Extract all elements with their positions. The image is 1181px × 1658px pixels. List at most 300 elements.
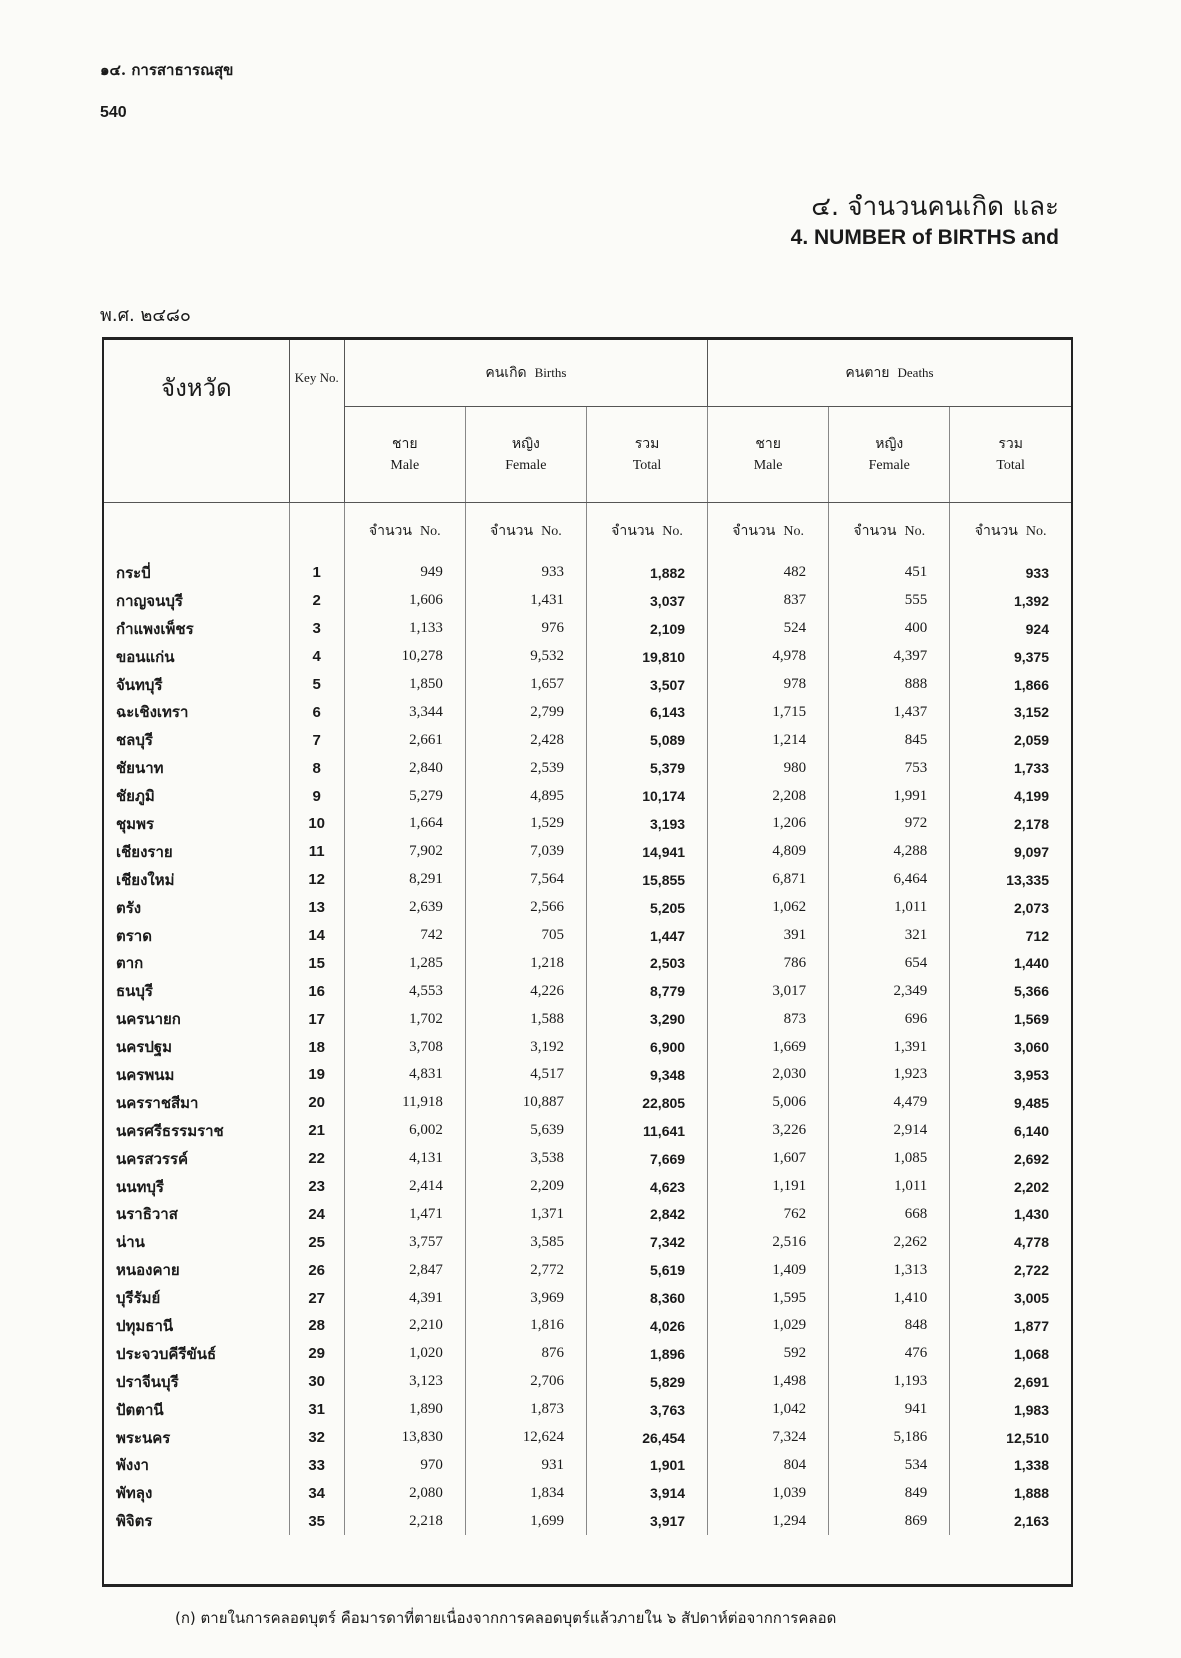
province-name: ชลบุรี [104,726,289,754]
deaths-total-value: 712 [1025,927,1049,944]
statistics-table-frame [102,337,1073,1587]
births-male-value: 1,285 [344,949,465,977]
deaths-female-value: 4,397 [829,643,950,671]
province-name: นราธิวาส [104,1200,289,1228]
table-row [104,894,1071,922]
deaths-total-value: 2,073 [1013,899,1049,916]
deaths-female-value: 451 [829,559,950,587]
province-name: กระบี่ [104,559,289,587]
births-female-value: 2,566 [465,894,586,922]
births-male-value: 8,291 [344,866,465,894]
deaths-female-value: 1,410 [829,1284,950,1312]
births-total-value: 1,447 [586,922,707,950]
deaths-male-value: 3,017 [708,977,829,1005]
births-total-value: 6,900 [586,1033,707,1061]
key-number: 8 [289,754,344,782]
deaths-female-value: 869 [829,1507,950,1535]
deaths-male-value: 4,978 [708,643,829,671]
key-number: 35 [289,1507,344,1535]
province-name: พิจิตร [104,1507,289,1535]
births-female-value: 1,529 [465,810,586,838]
births-total-value: 2,109 [586,615,707,643]
births-female-value: 933 [465,559,586,587]
births-female-value: 3,192 [465,1033,586,1061]
deaths-male-value: 482 [708,559,829,587]
births-total-value: 3,763 [586,1396,707,1424]
births-total-value: 19,810 [586,643,707,671]
births-total-value: 7,669 [586,1145,707,1173]
deaths-female-value: 534 [829,1452,950,1480]
births-total-value: 5,379 [586,754,707,782]
deaths-female-value: 941 [829,1396,950,1424]
unit-row [104,503,1071,560]
births-total-value: 26,454 [586,1424,707,1452]
births-total-value: 10,174 [586,782,707,810]
births-total-value: 4,623 [586,1173,707,1201]
births-female-value: 876 [465,1340,586,1368]
key-number: 18 [289,1033,344,1061]
births-male-value: 4,831 [344,1061,465,1089]
key-number: 5 [289,671,344,699]
births-deaths-table [104,340,1071,1535]
deaths-male-value: 804 [708,1452,829,1480]
unit-label: จำนวน No. [974,523,1047,539]
province-name: ขอนแก่น [104,643,289,671]
births-male-value: 2,639 [344,894,465,922]
section-heading: ๑๔. การสาธารณสุข [100,61,234,79]
table-row [104,1507,1071,1535]
births-total-value: 3,193 [586,810,707,838]
table-row [104,922,1071,950]
province-name: ธนบุรี [104,977,289,1005]
unit-label: จำนวน No. [344,503,465,560]
deaths-male-value: 6,871 [708,866,829,894]
table-row [104,1200,1071,1228]
deaths-male-value: 1,062 [708,894,829,922]
deaths-female-value: 1,923 [829,1061,950,1089]
key-number: 10 [289,810,344,838]
births-total-value: 6,143 [586,698,707,726]
province-name: ปัตตานี [104,1396,289,1424]
province-name: ชัยภูมิ [104,782,289,810]
births-total-value: 5,089 [586,726,707,754]
deaths-total-value: 1,440 [1013,955,1049,972]
province-name: ประจวบคีรีขันธ์ [104,1340,289,1368]
deaths-male-value: 1,498 [708,1368,829,1396]
deaths-total-value: 933 [1025,564,1049,581]
table-row [104,1368,1071,1396]
key-number: 1 [289,559,344,587]
deaths-female-value: 849 [829,1479,950,1507]
deaths-female-value: 2,914 [829,1117,950,1145]
births-female-value: 2,539 [465,754,586,782]
key-number: 31 [289,1396,344,1424]
deaths-female-value: 555 [829,587,950,615]
deaths-total-value: 2,059 [1013,732,1049,749]
province-name: นครปฐม [104,1033,289,1061]
key-number: 3 [289,615,344,643]
key-number: 12 [289,866,344,894]
births-total-value: 9,348 [586,1061,707,1089]
births-male-value: 1,890 [344,1396,465,1424]
deaths-female-value: 1,193 [829,1368,950,1396]
province-name: ปทุมธานี [104,1312,289,1340]
births-total-value: 15,855 [586,866,707,894]
deaths-female-value: 654 [829,949,950,977]
births-female-value: 1,371 [465,1200,586,1228]
births-female-value: 2,772 [465,1256,586,1284]
table-title-english: 4. NUMBER of BIRTHS and [790,226,1059,249]
births-male-value: 1,702 [344,1005,465,1033]
table-row [104,1452,1071,1480]
births-total-value: 14,941 [586,838,707,866]
province-name: ตราด [104,922,289,950]
table-row [104,726,1071,754]
deaths-female-value: 4,479 [829,1089,950,1117]
deaths-total-value: 5,366 [1013,983,1049,1000]
births-female-value: 2,209 [465,1173,586,1201]
deaths-total-value: 4,199 [1013,788,1049,805]
table-row [104,1145,1071,1173]
deaths-total-value: 1,068 [1013,1345,1049,1362]
deaths-male-value: 2,516 [708,1228,829,1256]
table-row [104,587,1071,615]
key-number: 9 [289,782,344,810]
key-number: 30 [289,1368,344,1396]
births-male-value: 10,278 [344,643,465,671]
key-number: 25 [289,1228,344,1256]
deaths-group-header: คนตาย Deaths [708,340,1071,407]
table-row [104,559,1071,587]
deaths-total-value: 3,060 [1013,1039,1049,1056]
key-number: 15 [289,949,344,977]
year-label: พ.ศ. ๒๔๘๐ [100,305,191,326]
table-row [104,1396,1071,1424]
deaths-male-value: 524 [708,615,829,643]
key-number: 2 [289,587,344,615]
deaths-total-value: 12,510 [1006,1429,1049,1446]
births-male-value: 5,279 [344,782,465,810]
deaths-female-value: 1,011 [829,894,950,922]
births-female-value: 1,218 [465,949,586,977]
deaths-total-value: 2,691 [1013,1373,1049,1390]
key-number: 21 [289,1117,344,1145]
key-number: 20 [289,1089,344,1117]
province-name: ปราจีนบุรี [104,1368,289,1396]
deaths-male-value: 2,030 [708,1061,829,1089]
table-row [104,1284,1071,1312]
births-male-value: 949 [344,559,465,587]
deaths-total-value: 4,778 [1013,1234,1049,1251]
births-total-value: 2,503 [586,949,707,977]
deaths-male-value: 1,206 [708,810,829,838]
deaths-female-value: 6,464 [829,866,950,894]
key-number: 13 [289,894,344,922]
births-total-value: 1,896 [586,1340,707,1368]
deaths-female-value: 476 [829,1340,950,1368]
table-row [104,643,1071,671]
deaths-male-value: 1,029 [708,1312,829,1340]
deaths-male-value: 978 [708,671,829,699]
table-row [104,782,1071,810]
province-name: นครสวรรค์ [104,1145,289,1173]
deaths-total-value: 9,485 [1013,1094,1049,1111]
births-female-header: หญิง Female [465,407,586,503]
deaths-male-value: 1,669 [708,1033,829,1061]
deaths-total-value: 2,722 [1013,1262,1049,1279]
deaths-total-value: 6,140 [1013,1122,1049,1139]
births-male-value: 1,133 [344,615,465,643]
key-number: 22 [289,1145,344,1173]
births-female-value: 1,699 [465,1507,586,1535]
province-name: ตรัง [104,894,289,922]
table-row [104,866,1071,894]
deaths-total-value: 1,888 [1013,1485,1049,1502]
table-row [104,1089,1071,1117]
births-male-value: 1,664 [344,810,465,838]
table-row [104,949,1071,977]
deaths-male-value: 980 [708,754,829,782]
deaths-male-value: 2,208 [708,782,829,810]
deaths-male-value: 7,324 [708,1424,829,1452]
table-row [104,1340,1071,1368]
births-male-value: 3,344 [344,698,465,726]
births-total-value: 4,026 [586,1312,707,1340]
births-female-value: 9,532 [465,643,586,671]
deaths-female-value: 972 [829,810,950,838]
births-total-value: 7,342 [586,1228,707,1256]
key-number: 24 [289,1200,344,1228]
unit-label: จำนวน No. [708,503,829,560]
key-column-header: Key No. [289,340,344,503]
table-row [104,1005,1071,1033]
deaths-total-value: 2,163 [1013,1513,1049,1530]
province-name: ชุมพร [104,810,289,838]
province-name: เชียงใหม่ [104,866,289,894]
births-male-value: 2,218 [344,1507,465,1535]
table-row [104,1479,1071,1507]
table-row [104,1033,1071,1061]
births-male-value: 3,757 [344,1228,465,1256]
births-male-value: 2,414 [344,1173,465,1201]
births-group-header: คนเกิด Births [344,340,707,407]
births-female-value: 10,887 [465,1089,586,1117]
page-number: 540 [100,104,127,121]
deaths-male-value: 391 [708,922,829,950]
province-name: ตาก [104,949,289,977]
table-row [104,1061,1071,1089]
province-name: นครราชสีมา [104,1089,289,1117]
births-female-value: 12,624 [465,1424,586,1452]
deaths-total-value: 2,178 [1013,815,1049,832]
births-male-value: 742 [344,922,465,950]
deaths-female-value: 400 [829,615,950,643]
province-name: เชียงราย [104,838,289,866]
births-total-value: 3,290 [586,1005,707,1033]
key-number: 34 [289,1479,344,1507]
deaths-total-value: 2,692 [1013,1150,1049,1167]
deaths-male-value: 4,809 [708,838,829,866]
unit-label: จำนวน No. [829,503,950,560]
deaths-female-value: 1,391 [829,1033,950,1061]
deaths-total-value: 1,877 [1013,1317,1049,1334]
key-number: 28 [289,1312,344,1340]
province-name: นครพนม [104,1061,289,1089]
unit-label: จำนวน No. [586,503,707,560]
deaths-female-value: 2,349 [829,977,950,1005]
deaths-female-value: 321 [829,922,950,950]
births-total-value: 5,829 [586,1368,707,1396]
province-name: บุรีรัมย์ [104,1284,289,1312]
deaths-total-header: รวม Total [950,407,1071,503]
deaths-male-value: 1,042 [708,1396,829,1424]
deaths-total-value: 1,983 [1013,1401,1049,1418]
deaths-female-value: 848 [829,1312,950,1340]
births-total-value: 8,779 [586,977,707,1005]
key-number: 17 [289,1005,344,1033]
deaths-female-value: 753 [829,754,950,782]
births-total-value: 3,917 [586,1507,707,1535]
deaths-total-value: 13,335 [1006,871,1049,888]
births-total-value: 3,507 [586,671,707,699]
deaths-male-value: 1,595 [708,1284,829,1312]
births-female-value: 2,706 [465,1368,586,1396]
births-female-value: 5,639 [465,1117,586,1145]
province-column-header: จังหวัด [104,340,289,503]
deaths-female-value: 1,011 [829,1173,950,1201]
deaths-male-value: 762 [708,1200,829,1228]
births-male-value: 2,661 [344,726,465,754]
births-female-value: 1,431 [465,587,586,615]
births-female-value: 931 [465,1452,586,1480]
births-male-value: 1,471 [344,1200,465,1228]
deaths-total-value: 3,152 [1013,704,1049,721]
deaths-female-value: 4,288 [829,838,950,866]
deaths-male-value: 1,294 [708,1507,829,1535]
province-name: นนทบุรี [104,1173,289,1201]
deaths-total-value: 9,097 [1013,843,1049,860]
births-male-value: 13,830 [344,1424,465,1452]
key-number: 11 [289,838,344,866]
births-female-value: 2,799 [465,698,586,726]
births-male-value: 970 [344,1452,465,1480]
province-name: จันทบุรี [104,671,289,699]
births-male-value: 1,606 [344,587,465,615]
table-row [104,615,1071,643]
deaths-total-value: 1,392 [1013,592,1049,609]
province-name: กาญจนบุรี [104,587,289,615]
deaths-male-header: ชาย Male [708,407,829,503]
births-female-value: 3,969 [465,1284,586,1312]
births-male-value: 4,553 [344,977,465,1005]
deaths-male-value: 3,226 [708,1117,829,1145]
province-name: ชัยนาท [104,754,289,782]
deaths-total-value: 1,733 [1013,760,1049,777]
births-male-value: 6,002 [344,1117,465,1145]
footnote: (ก) ตายในการคลอดบุตร์ คือมารดาที่ตายเนื่องจากการคลอดบุตร์แล้วภายใน ๖ สัปดาห์ต่อจากการคลอด [175,1609,837,1627]
births-male-value: 2,840 [344,754,465,782]
births-total-value: 2,842 [586,1200,707,1228]
key-number: 27 [289,1284,344,1312]
province-name: พัทลุง [104,1479,289,1507]
births-male-value: 4,391 [344,1284,465,1312]
births-female-value: 1,657 [465,671,586,699]
province-name: หนองคาย [104,1256,289,1284]
births-male-value: 2,210 [344,1312,465,1340]
births-female-value: 4,517 [465,1061,586,1089]
births-female-value: 4,895 [465,782,586,810]
deaths-female-value: 1,991 [829,782,950,810]
deaths-male-value: 1,715 [708,698,829,726]
key-number: 14 [289,922,344,950]
births-male-header: ชาย Male [344,407,465,503]
births-male-value: 3,123 [344,1368,465,1396]
deaths-total-value: 1,430 [1013,1206,1049,1223]
deaths-male-value: 5,006 [708,1089,829,1117]
deaths-female-value: 2,262 [829,1228,950,1256]
births-female-value: 3,538 [465,1145,586,1173]
deaths-total-value: 924 [1025,620,1049,637]
table-row [104,838,1071,866]
deaths-total-value: 3,953 [1013,1066,1049,1083]
births-male-value: 11,918 [344,1089,465,1117]
births-total-value: 3,037 [586,587,707,615]
table-row [104,1173,1071,1201]
births-female-value: 1,588 [465,1005,586,1033]
table-row [104,1117,1071,1145]
births-female-value: 1,816 [465,1312,586,1340]
births-total-value: 5,205 [586,894,707,922]
births-total-value: 8,360 [586,1284,707,1312]
key-number: 4 [289,643,344,671]
key-number: 29 [289,1340,344,1368]
deaths-male-value: 1,607 [708,1145,829,1173]
table-title-thai: ๔. จำนวนคนเกิด และ [811,192,1059,222]
deaths-male-value: 786 [708,949,829,977]
table-row [104,698,1071,726]
births-total-header: รวม Total [586,407,707,503]
key-number: 6 [289,698,344,726]
province-name: พังงา [104,1452,289,1480]
deaths-total-value: 1,569 [1013,1011,1049,1028]
births-total-value: 11,641 [586,1117,707,1145]
births-female-value: 3,585 [465,1228,586,1256]
births-female-value: 705 [465,922,586,950]
births-female-value: 976 [465,615,586,643]
births-male-value: 3,708 [344,1033,465,1061]
table-row [104,754,1071,782]
key-number: 7 [289,726,344,754]
births-total-value: 22,805 [586,1089,707,1117]
births-female-value: 7,564 [465,866,586,894]
deaths-total-value: 1,338 [1013,1457,1049,1474]
deaths-male-value: 592 [708,1340,829,1368]
deaths-male-value: 1,409 [708,1256,829,1284]
births-male-value: 4,131 [344,1145,465,1173]
deaths-female-value: 1,313 [829,1256,950,1284]
births-female-value: 1,834 [465,1479,586,1507]
deaths-male-value: 1,191 [708,1173,829,1201]
births-male-value: 2,847 [344,1256,465,1284]
deaths-female-value: 696 [829,1005,950,1033]
key-number: 32 [289,1424,344,1452]
table-row [104,1312,1071,1340]
province-name: กำแพงเพ็ชร [104,615,289,643]
province-name: ฉะเชิงเทรา [104,698,289,726]
province-name: พระนคร [104,1424,289,1452]
births-male-value: 7,902 [344,838,465,866]
births-female-value: 1,873 [465,1396,586,1424]
